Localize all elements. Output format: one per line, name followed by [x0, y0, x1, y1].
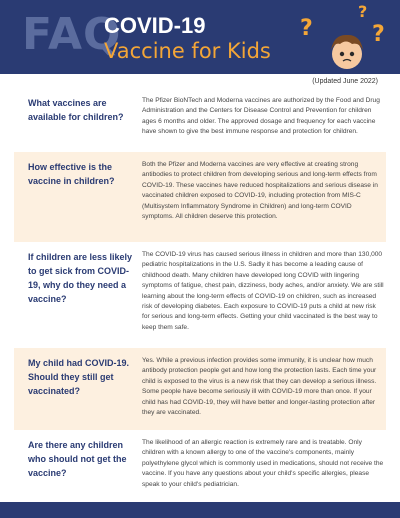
faq-question: If children are less likely to get sick from COVID-19, why do they need a vaccine?	[28, 252, 133, 304]
faq-row	[14, 348, 386, 430]
updated-date: (Updated June 2022)	[312, 78, 378, 85]
faq-heading: FAQ	[22, 9, 122, 60]
faq-answer: Yes. While a previous infection provides some immunity, it is unclear how much antibody protection people get and how long the protection lasts. Each time your child is exposed to the virus is a new risk that they can develop a serious illness. Some people have become seriously ill with COVID-19 more than once. If your child has had COVID-19, they will have better and longer-lasting protection after they are vaccinated.	[142, 357, 377, 417]
faq-question: How effective is the vaccine in children?	[28, 162, 115, 186]
faq-question: Are there any children who should not get the vaccine?	[28, 440, 127, 478]
faq-row	[14, 152, 386, 242]
faq-answer: The likelihood of an allergic reaction is extremely rare and is treatable. Only children with a known allergy to one of the vaccine's components, mainly polyethylene glycol which is commonly used in medications, should not receive the vaccine. If you have any questions about your child's specific allergies, please speak to your child's pediatrician.	[142, 439, 384, 488]
title-covid: COVID-19	[104, 13, 206, 38]
faq-answer: The Pfizer BioNTech and Moderna vaccines are authorized by the Food and Drug Administration and the Centers for Disease Control and Prevention for children ages 6 months and older. The approved dosage and frequency for each vaccine have shown to give the best immune response and protection for children.	[142, 97, 380, 136]
question-mark-icon: ?	[300, 16, 313, 41]
footer-bar	[0, 502, 400, 518]
title-vaccine-for-kids: Vaccine for Kids	[104, 39, 271, 63]
faq-row	[14, 430, 386, 500]
question-mark-icon: ?	[372, 22, 385, 47]
faq-question: What vaccines are available for children?	[28, 98, 124, 122]
child-face-icon	[324, 28, 370, 74]
faq-answer: The COVID-19 virus has caused serious illness in children and more than 130,000 pediatric hospitalizations in the U.S. Sadly it has become a leading cause of childhood death. Many children have developed long COVID with lingering symptoms of fatigue, chest pain, dizziness, body aches, and/or anxiety. We are still learning about the long-term effects of COVID-19 on children, such as increased risk of developing diabetes. Each exposure to COVID-19 puts a child at new risk for serious and long-term effects. Getting your child vaccinated is the best way to keep them safe.	[142, 251, 384, 331]
question-mark-icon: ?	[358, 2, 368, 21]
faq-question: My child had COVID-19. Should they still get vaccinated?	[28, 358, 130, 396]
faq-row	[14, 242, 386, 348]
faq-row	[14, 88, 386, 160]
faq-answer: Both the Pfizer and Moderna vaccines are very effective at creating strong antibodies to protect children from developing serious and long-term effects from COVID-19. These vaccines have reduced hospitalizations and serious disease in vaccinated children exposed to COVID-19, including protection from MIS-C (Multisystem Inflammatory Syndrome in Children) and long-term COVID symptoms. All children deserve this protection.	[142, 161, 378, 221]
